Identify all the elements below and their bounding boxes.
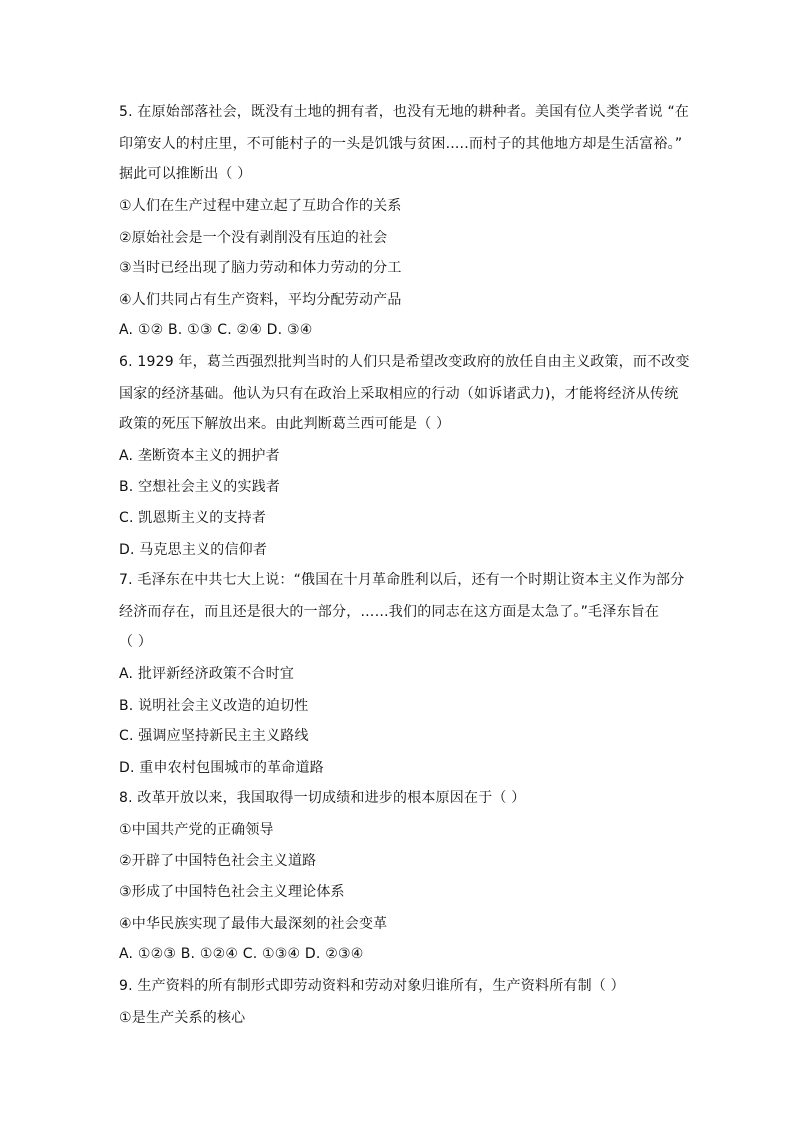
question-7-option-c: C. 强调应坚持新民主主义路线 bbox=[119, 728, 309, 744]
question-5-stem-line-2: 印第安人的村庄里，不可能村子的一头是饥饿与贫困.....而村子的其他地方却是生活富裕。” bbox=[119, 136, 683, 152]
question-5-statement-3: ③当时已经出现了脑力劳动和体力劳动的分工 bbox=[119, 260, 402, 276]
question-9-statement-1: ①是生产关系的核心 bbox=[119, 1010, 246, 1026]
question-8-options: A. ①②③ B. ①②④ C. ①③④ D. ②③④ bbox=[119, 946, 364, 962]
question-7-stem-line-1: 7. 毛泽东在中共七大上说：“俄国在十月革命胜利以后，还有一个时期让资本主义作为部分 bbox=[119, 572, 685, 588]
question-7-option-b: B. 说明社会主义改造的迫切性 bbox=[119, 698, 309, 714]
question-5-options: A. ①② B. ①③ C. ②④ D. ③④ bbox=[119, 322, 313, 338]
question-7-option-a: A. 批评新经济政策不合时宜 bbox=[119, 666, 295, 682]
question-6-option-d: D. 马克思主义的信仰者 bbox=[119, 542, 268, 558]
question-6-option-a: A. 垄断资本主义的拥护者 bbox=[119, 448, 280, 464]
question-6-stem-line-1: 6. 1929 年，葛兰西强烈批判当时的人们只是希望改变政府的放任自由主义政策，而不改变 bbox=[119, 354, 690, 370]
question-6-option-b: B. 空想社会主义的实践者 bbox=[119, 479, 281, 495]
question-5-statement-4: ④人们共同占有生产资料，平均分配劳动产品 bbox=[119, 292, 402, 308]
question-8-statement-3: ③形成了中国特色社会主义理论体系 bbox=[119, 884, 345, 900]
question-6-option-c: C. 凯恩斯主义的支持者 bbox=[119, 510, 267, 526]
question-5-statement-1: ①人们在生产过程中建立起了互助合作的关系 bbox=[119, 198, 402, 214]
question-8-statement-4: ④中华民族实现了最伟大最深刻的社会变革 bbox=[119, 916, 388, 932]
question-6-stem-line-2: 国家的经济基础。他认为只有在政治上采取相应的行动（如诉诸武力)，才能将经济从传统 bbox=[119, 386, 679, 402]
question-5-statement-2: ②原始社会是一个没有剥削没有压迫的社会 bbox=[119, 230, 388, 246]
question-5-stem-line-3: 据此可以推断出（ ） bbox=[119, 166, 252, 182]
question-9-stem: 9. 生产资料的所有制形式即劳动资料和劳动对象归谁所有，生产资料所有制（ ） bbox=[119, 978, 625, 994]
question-8-statement-2: ②开辟了中国特色社会主义道路 bbox=[119, 853, 317, 869]
question-6-stem-line-3: 政策的死压下解放出来。由此判断葛兰西可能是（ ） bbox=[119, 416, 451, 432]
question-5-stem-line-1: 5. 在原始部落社会，既没有土地的拥有者，也没有无地的耕种者。美国有位人类学者说 “在 bbox=[119, 104, 690, 120]
question-7-stem-line-3: （ ） bbox=[119, 634, 153, 650]
question-7-stem-line-2: 经济而存在，而且还是很大的一部分，……我们的同志在这方面是太急了。”毛泽东旨在 bbox=[119, 604, 660, 620]
question-8-statement-1: ①中国共产党的正确领导 bbox=[119, 822, 274, 838]
question-7-option-d: D. 重申农村包围城市的革命道路 bbox=[119, 760, 324, 776]
question-8-stem: 8. 改革开放以来，我国取得一切成绩和进步的根本原因在于（ ） bbox=[119, 790, 526, 806]
